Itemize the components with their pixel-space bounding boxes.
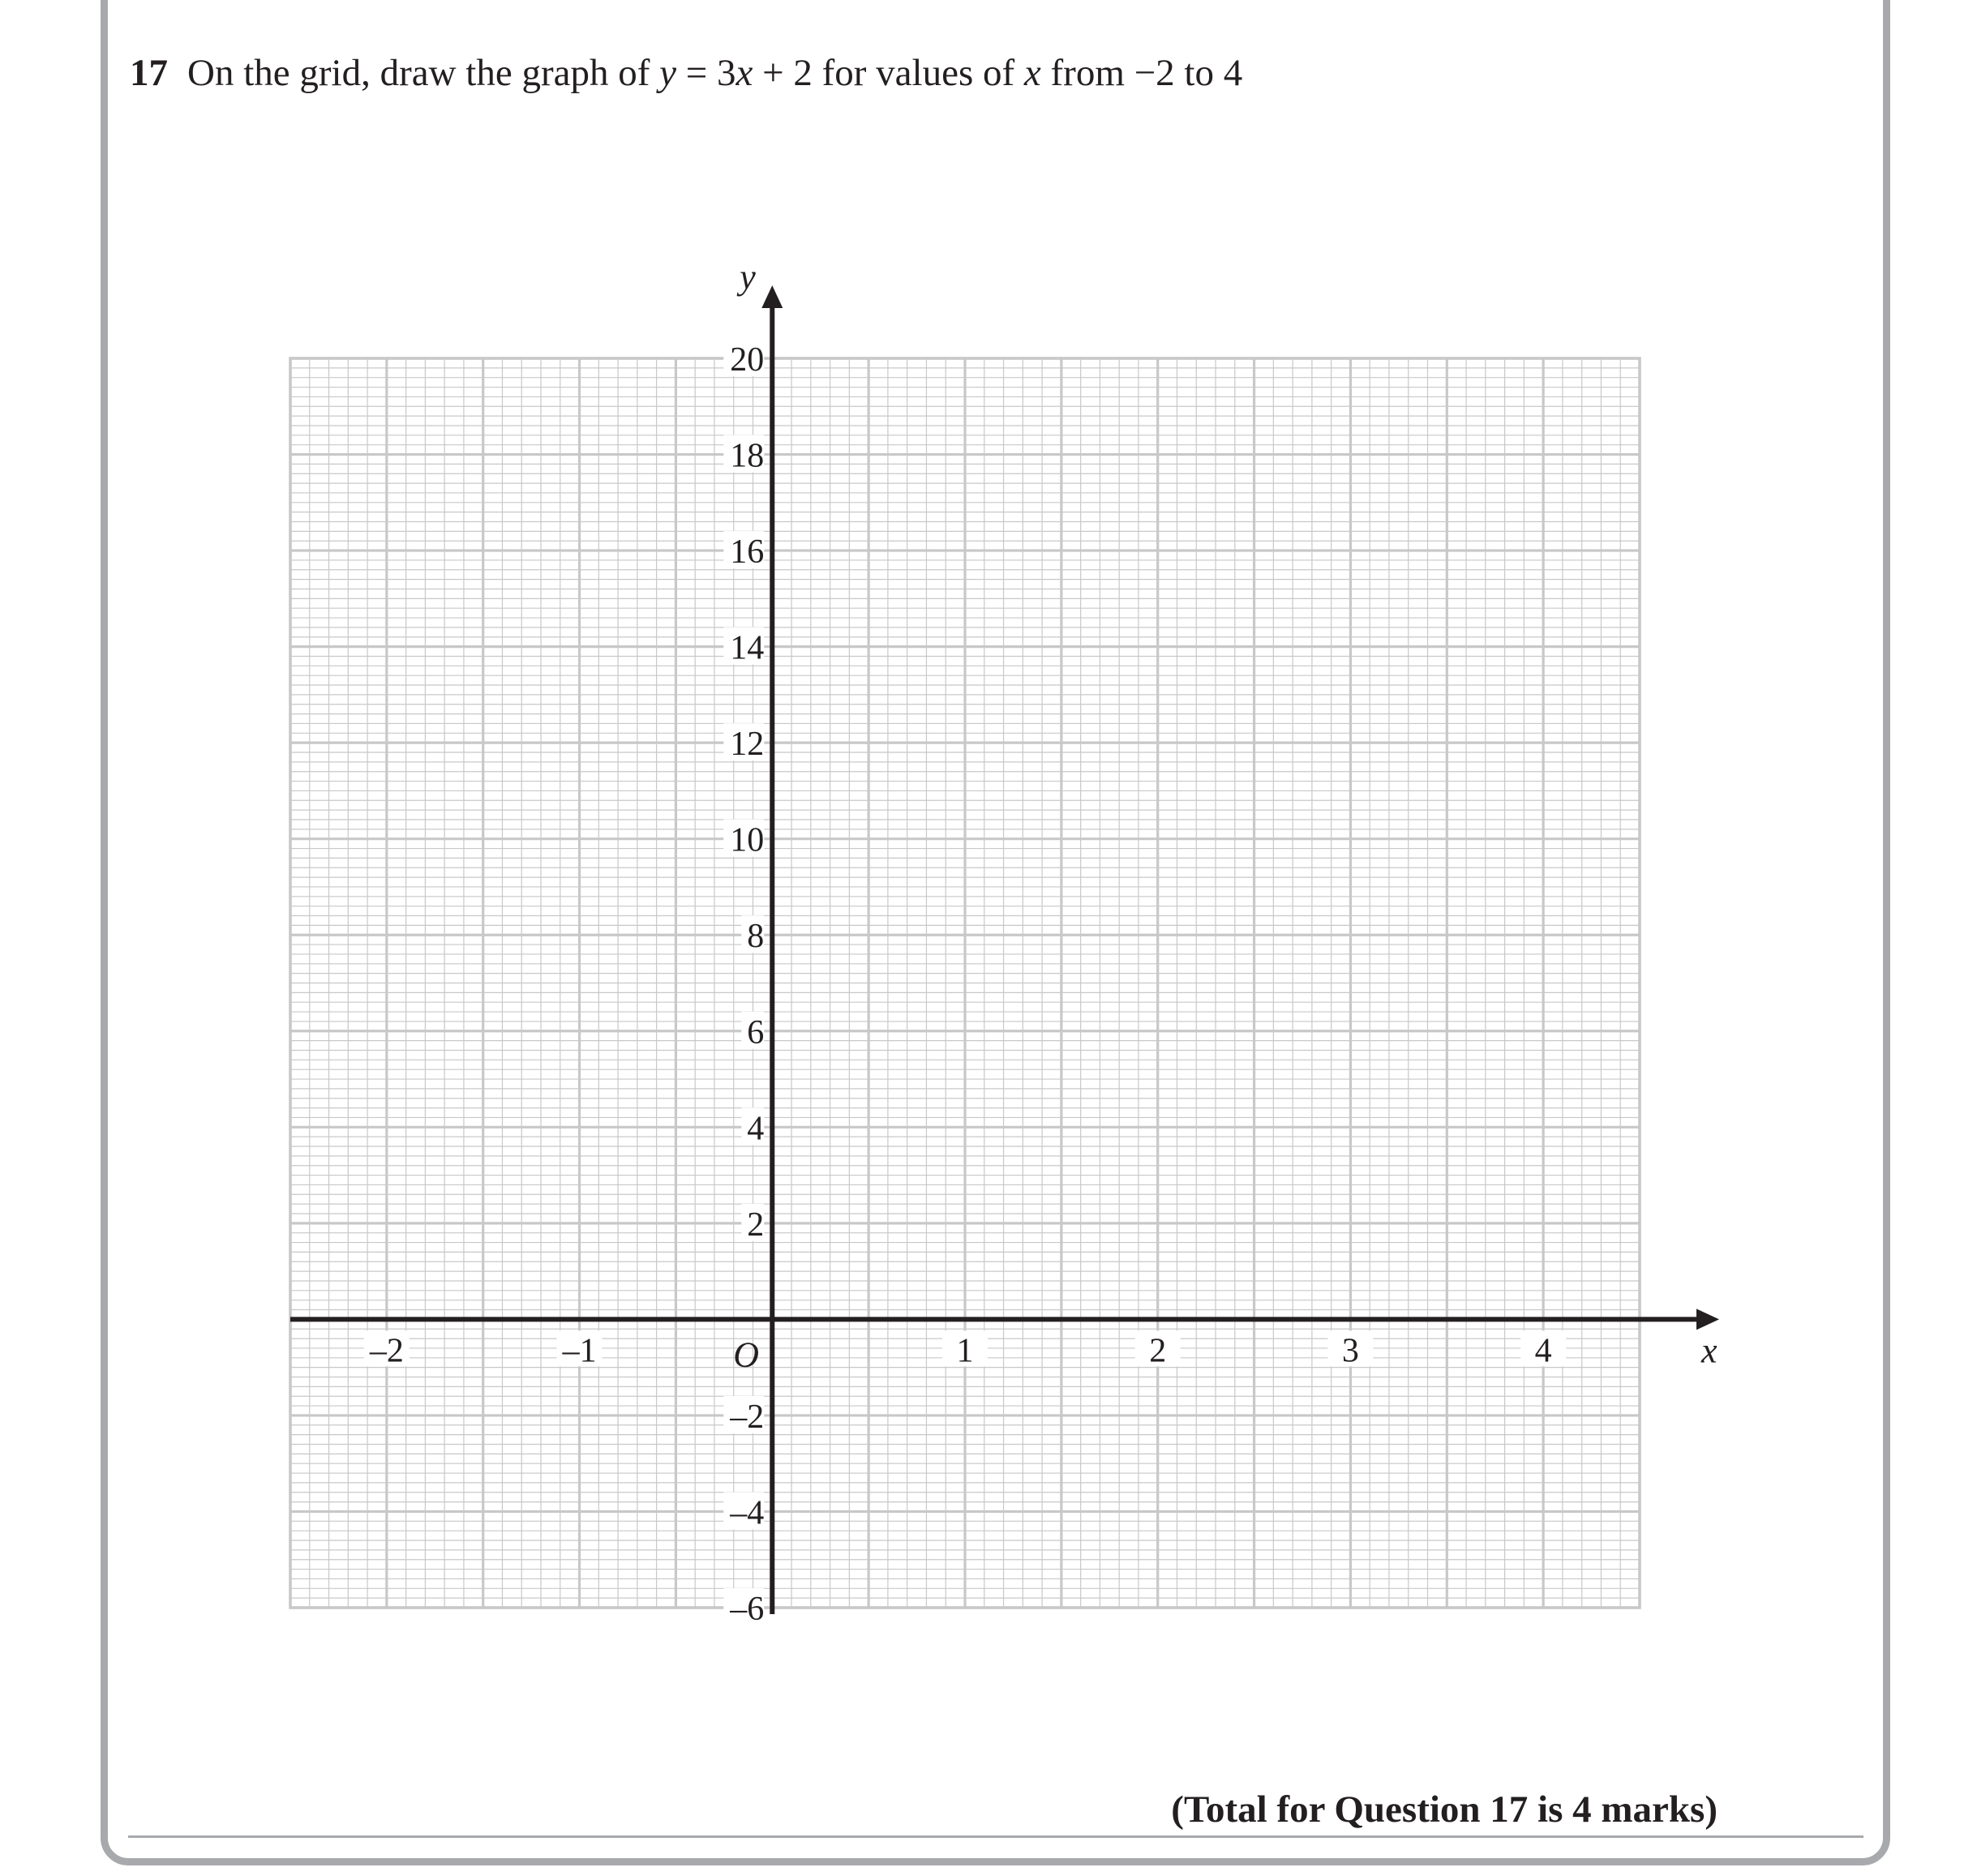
equation-end: + 2 for values of: [762, 52, 1015, 94]
question-text-start: On the grid, draw the graph of: [187, 52, 650, 94]
y-tick-label: 10: [730, 821, 765, 859]
y-tick-label: 14: [730, 629, 765, 667]
x-tick-label: 4: [1534, 1332, 1552, 1370]
origin-label: O: [733, 1334, 760, 1375]
y-tick-label: 20: [730, 341, 765, 379]
x-tick-label: –1: [562, 1332, 597, 1370]
y-tick-label: 12: [730, 726, 765, 764]
x-tick-label: –2: [369, 1332, 404, 1370]
question-x-var: x: [1023, 52, 1041, 94]
y-tick-label: 4: [747, 1110, 765, 1148]
x-tick-label: 1: [956, 1332, 974, 1370]
x-tick-label: 2: [1149, 1332, 1167, 1370]
y-tick-label: 16: [730, 533, 765, 572]
y-tick-label: 6: [747, 1013, 765, 1052]
question-number: 17: [130, 52, 168, 94]
y-axis-label: y: [740, 257, 756, 297]
y-tick-label: 8: [747, 918, 765, 956]
x-axis-label: x: [1701, 1330, 1718, 1371]
y-tick-label: 18: [730, 437, 765, 475]
question-range: from −2 to 4: [1050, 52, 1243, 94]
x-axis-arrow: [1696, 1308, 1719, 1330]
equation-y-var: y: [659, 52, 676, 94]
y-tick-label: 2: [747, 1206, 765, 1244]
footer-rule: [128, 1835, 1863, 1838]
x-tick-label: 3: [1341, 1332, 1359, 1370]
y-tick-label: –6: [730, 1591, 765, 1628]
y-axis-arrow: [761, 285, 783, 308]
total-marks: (Total for Question 17 is 4 marks): [1171, 1788, 1718, 1831]
y-tick-label: –2: [730, 1398, 765, 1436]
equation-mid: = 3: [685, 52, 736, 94]
y-tick-label: –4: [730, 1494, 765, 1532]
equation-x-var: x: [735, 52, 753, 94]
